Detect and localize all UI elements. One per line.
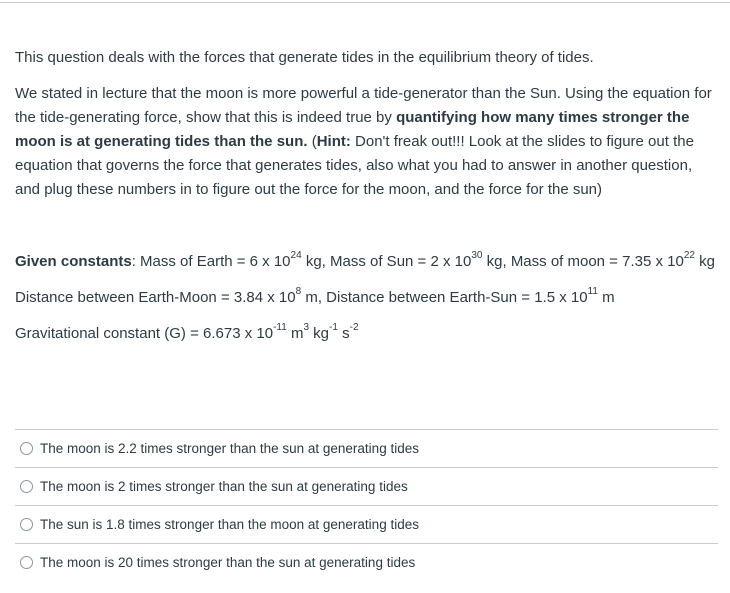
radio-button[interactable] [20, 442, 33, 455]
body-paren: ( [307, 133, 317, 150]
hint-text: Don't freak out!!! Look at the slides to figure out the equation that governs the force that generates tides, also what you had to answer in another question, and plug these numbers in to figure out the force for the moon, and the force for the sun) [15, 133, 694, 198]
kg-unit: kg [694, 253, 715, 270]
answer-option[interactable] [15, 505, 718, 543]
moon-distance-exponent: 8 [295, 286, 302, 297]
body-text: We stated in lecture that the moon is more powerful a tide-generator than the Sun. Using the equation for the tide-generating force, show that this is indeed true by [15, 85, 712, 126]
constants-label: Given constants [15, 253, 132, 270]
earth-exponent: 24 [290, 250, 302, 261]
top-divider [0, 2, 730, 3]
grav-exponent: -11 [273, 322, 287, 333]
answer-list [15, 429, 718, 581]
radio-button[interactable] [20, 518, 33, 531]
grav-s: s [337, 325, 350, 342]
earth-mass: : Mass of Earth = 6 x 10 [131, 253, 291, 270]
answer-option[interactable] [15, 467, 718, 505]
question-text [15, 46, 717, 346]
answer-option[interactable] [15, 429, 718, 467]
sun-exponent: 30 [471, 250, 483, 261]
grav-value: Gravitational constant (G) = 6.673 x 10 [15, 325, 274, 342]
question-intro: This question deals with the forces that generate tides in the equilibrium theory of tides. [15, 49, 594, 66]
radio-button[interactable] [20, 480, 33, 493]
answer-label[interactable]: The moon is 2.2 times stronger than the sun at generating tides [40, 441, 419, 456]
moon-mass: kg, Mass of moon = 7.35 x 10 [482, 253, 684, 270]
answer-label[interactable]: The moon is 2 times stronger than the sun at generating tides [40, 479, 408, 494]
earth-sun-distance: m, Distance between Earth-Sun = 1.5 x 10 [301, 289, 588, 306]
grav-m: m [286, 325, 304, 342]
grav-kg: kg [309, 325, 330, 342]
gravitational-constant [15, 322, 717, 346]
sun-distance-exponent: 11 [587, 286, 598, 297]
answer-label[interactable]: The sun is 1.8 times stronger than the moon at generating tides [40, 517, 419, 532]
earth-moon-distance: Distance between Earth-Moon = 3.84 x 10 [15, 289, 296, 306]
moon-exponent: 22 [683, 250, 695, 261]
answer-label[interactable]: The moon is 20 times stronger than the sun at generating tides [40, 555, 416, 570]
sun-mass: kg, Mass of Sun = 2 x 10 [301, 253, 472, 270]
grav-m-exponent: 3 [303, 322, 310, 333]
grav-kg-exponent: -1 [329, 322, 338, 333]
hint-label: Hint: [316, 133, 351, 150]
question-body [15, 82, 717, 202]
given-constants [15, 250, 717, 274]
answer-option[interactable] [15, 543, 718, 581]
grav-s-exponent: -2 [349, 322, 359, 333]
distances [15, 286, 717, 310]
radio-button[interactable] [20, 556, 33, 569]
m-unit: m [597, 289, 615, 306]
body-emphasis: quantifying how many times stronger the moon is at generating tides than the sun. [15, 109, 690, 150]
